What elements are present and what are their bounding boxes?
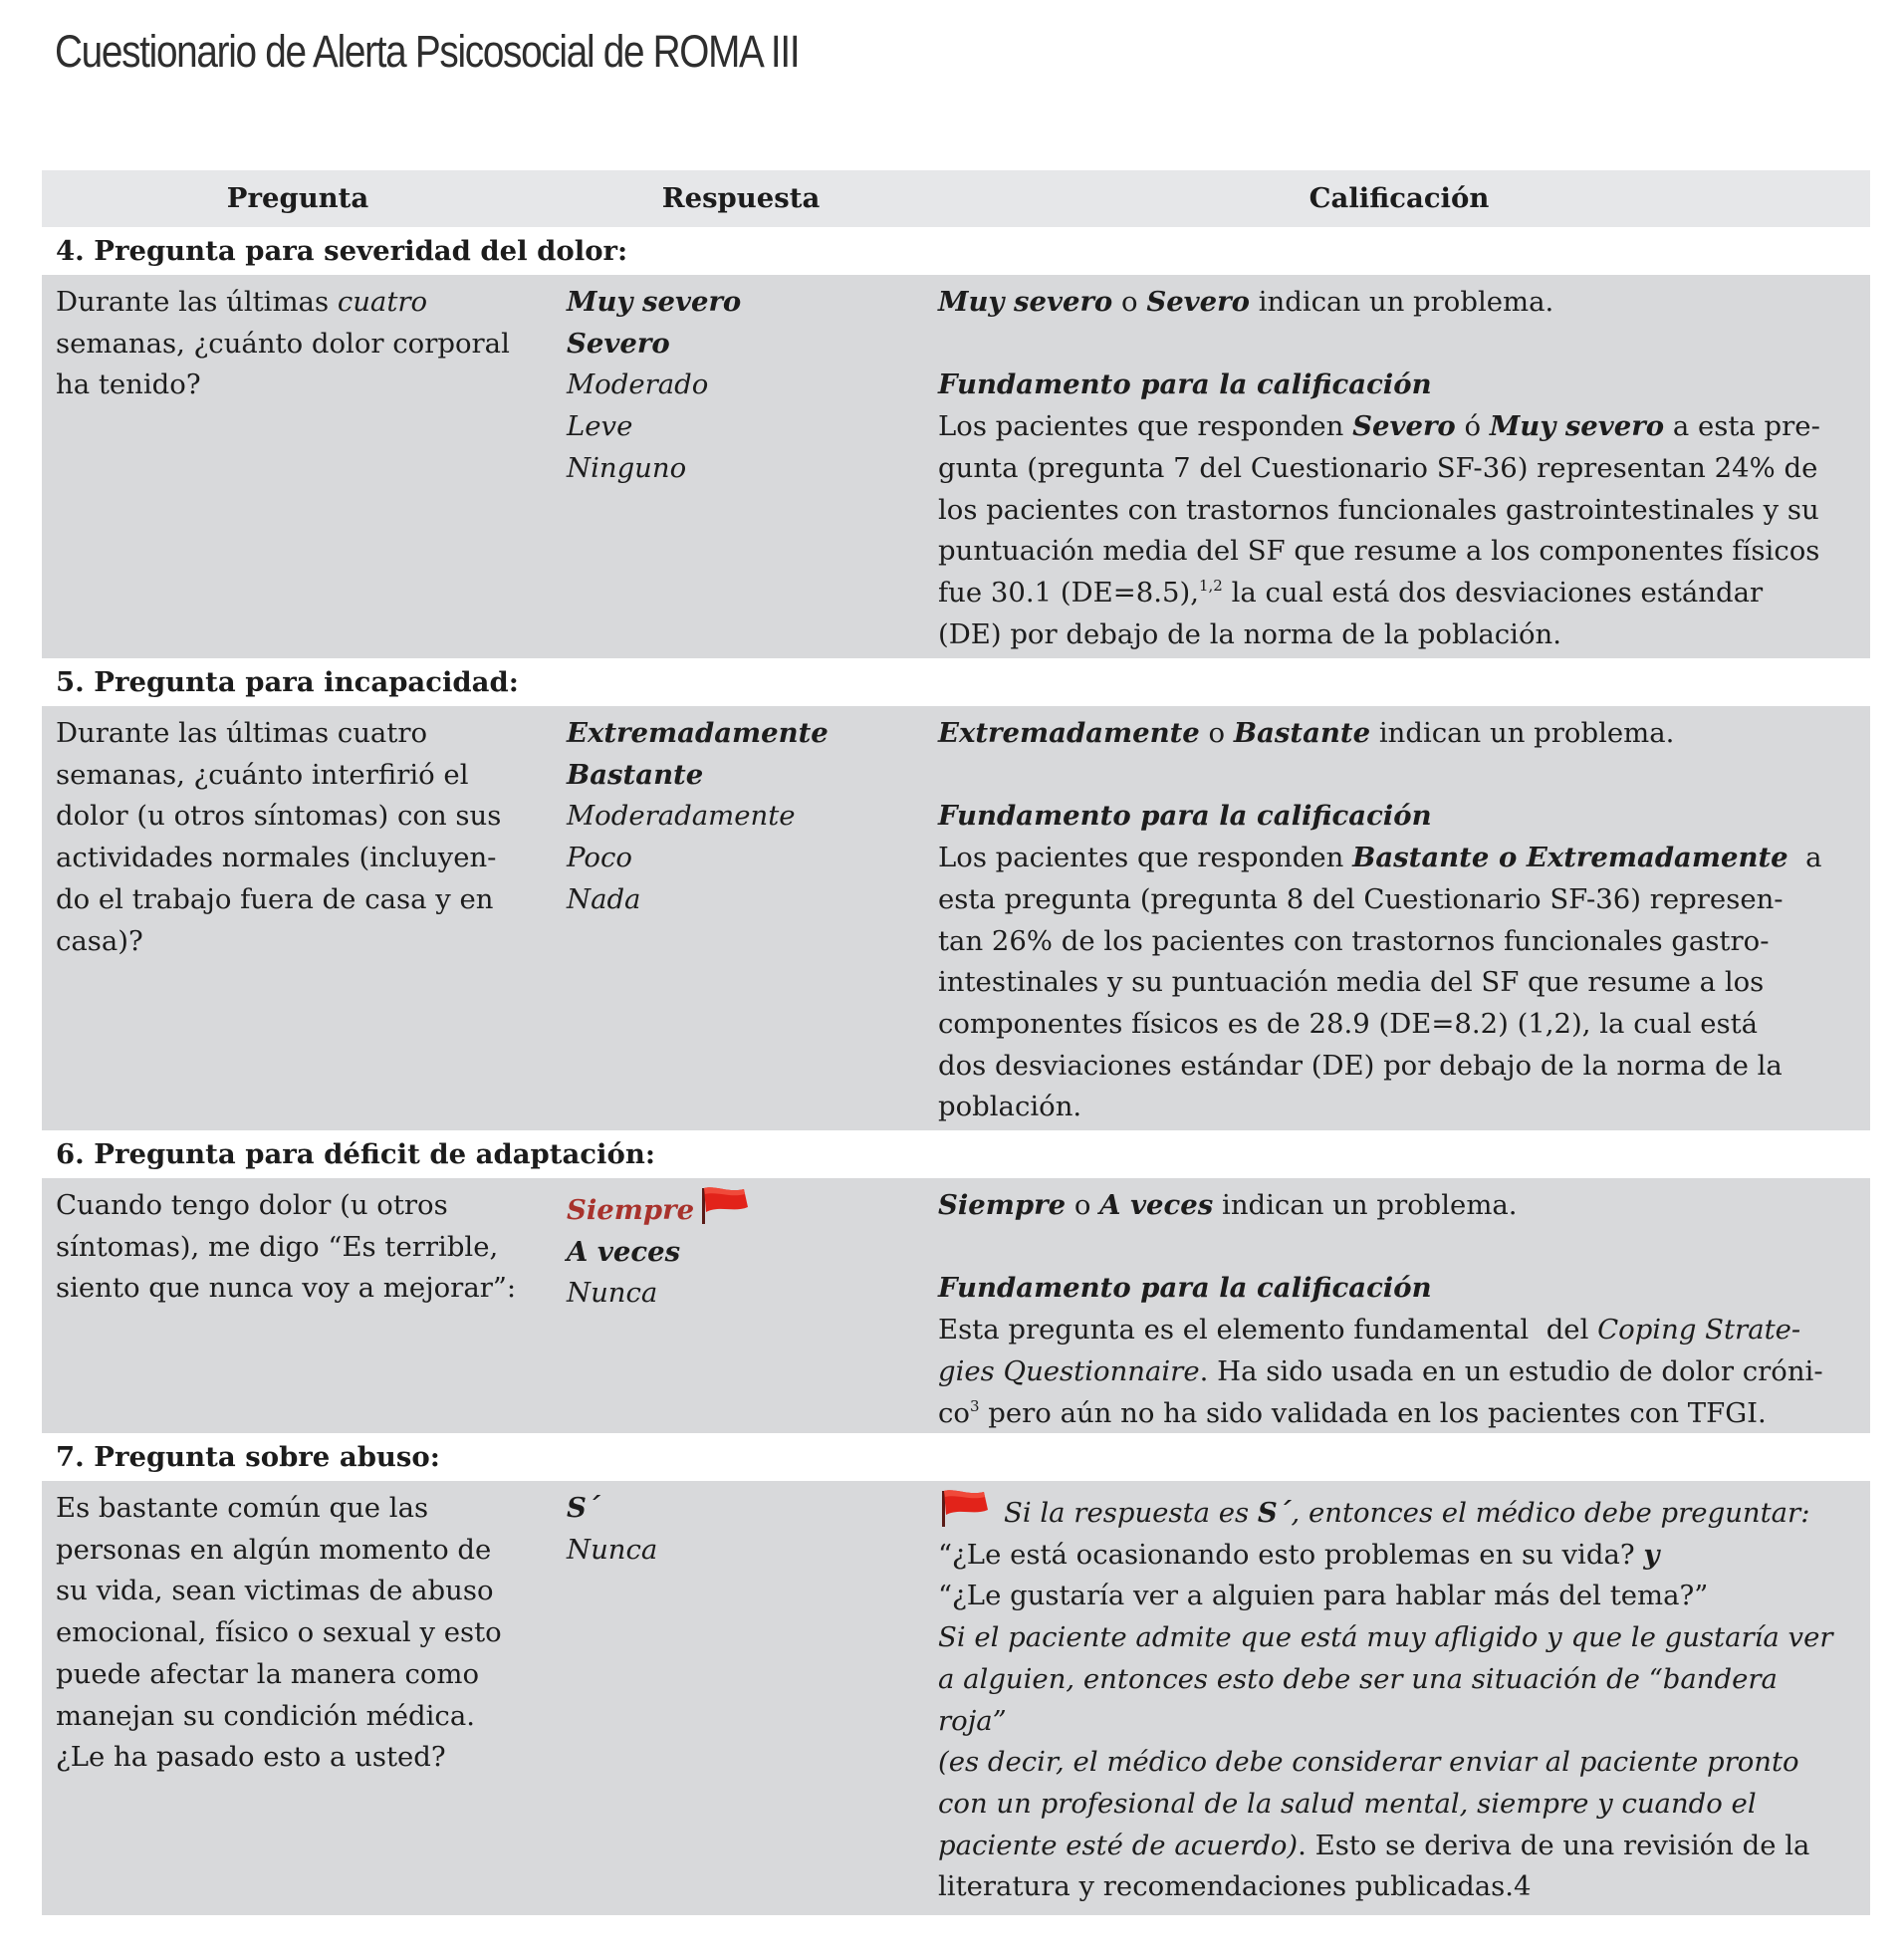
section-6-answers [554, 1185, 928, 1433]
question-text: casa)? [56, 924, 143, 957]
answer-option: Moderado [567, 368, 709, 401]
scoring-rationale: a alguien, entonces esto debe ser una situación de “bandera [938, 1662, 1778, 1695]
section-4-scoring [928, 282, 1870, 658]
scoring-rationale: Los pacientes que responden Severo ó Muy severo a esta pre- [938, 410, 1820, 443]
scoring-quote: “¿Le está ocasionando esto problemas en su vida? y [938, 1538, 1660, 1571]
question-text: semanas, ¿cuánto dolor corporal [56, 327, 510, 360]
scoring-rationale: $co^3$ pero aún no ha sido validada en los pacientes con TFGI. [938, 1396, 1767, 1429]
section-4-question [42, 282, 554, 658]
section-7-row [42, 1481, 1870, 1915]
red-flag-icon [938, 1488, 992, 1528]
scoring-rationale: tan 26% de los pacientes con trastornos funcionales gastro- [938, 924, 1770, 957]
scoring-rationale: Los pacientes que responden Bastante o Extremadamente a [938, 842, 1822, 874]
question-text: Cuando tengo dolor (u otros [56, 1189, 448, 1221]
scoring-heading: Fundamento para la calificación [938, 368, 1432, 401]
scoring-rationale: Esta pregunta es el elemento fundamental del Coping Strate- [938, 1314, 1801, 1346]
footnote-ref: 3 [969, 1396, 980, 1415]
scoring-rationale: fue 30.1 (DE=8.5),$^{1,2}$ la cual está dos desviaciones estándar [938, 576, 1764, 609]
question-text: dolor (u otros síntomas) con sus [56, 800, 502, 833]
answer-option: Severo [567, 327, 670, 360]
question-text: síntomas), me digo “Es terrible, [56, 1230, 499, 1263]
scoring-instruction: Si la respuesta es S´, entonces el médico debe preguntar: [938, 1488, 1856, 1535]
scoring-rationale: (es decir, el médico debe considerar enviar al paciente pronto [938, 1746, 1799, 1779]
section-7-question [42, 1488, 554, 1915]
footnote-ref: 1,2 [1198, 576, 1223, 595]
red-flag-icon [698, 1185, 752, 1225]
scoring-rationale: paciente esté de acuerdo). Esto se deriva de una revisión de la [938, 1829, 1810, 1861]
answer-option: Moderadamente [567, 800, 796, 833]
section-5-answers [554, 713, 928, 1130]
question-text: siento que nunca voy a mejorar”: [56, 1272, 517, 1305]
answer-option: A veces [567, 1235, 681, 1268]
scoring-heading: Fundamento para la calificación [938, 1272, 1432, 1305]
header-calificacion: Calificación [1309, 181, 1490, 214]
section-7-scoring [928, 1488, 1870, 1915]
question-text: Es bastante común que las [56, 1492, 429, 1524]
answer-option: Nunca [567, 1277, 658, 1310]
section-7-answers [554, 1488, 928, 1915]
scoring-rationale: gunta (pregunta 7 del Cuestionario SF-36) representan 24% de [938, 451, 1818, 484]
scoring-rationale: los pacientes con trastornos funcionales gastrointestinales y su [938, 493, 1819, 526]
answer-option: Muy severo [567, 286, 742, 318]
question-text: Durante las últimas cuatro [56, 717, 428, 749]
section-6-scoring [928, 1185, 1870, 1433]
answer-option: Bastante [567, 758, 704, 791]
scoring-rationale: literatura y recomendaciones publicadas.4 [938, 1870, 1532, 1903]
page-title: Cuestionario de Alerta Psicosocial de ROMA III [55, 26, 800, 77]
question-text: do el trabajo fuera de casa y en [56, 882, 494, 915]
section-5-title: 5. Pregunta para incapacidad: [56, 666, 519, 698]
answer-option: S´ [567, 1492, 600, 1524]
scoring-rationale: intestinales y su puntuación media del SF que resume a los [938, 966, 1765, 999]
scoring-problem-line: Extremadamente o Bastante indican un problema. [938, 717, 1675, 749]
question-text: su vida, sean victimas de abuso [56, 1575, 494, 1607]
section-5-question [42, 713, 554, 1130]
scoring-rationale: puntuación media del SF que resume a los componentes físicos [938, 535, 1820, 568]
scoring-rationale: esta pregunta (pregunta 8 del Cuestionario SF-36) represen- [938, 882, 1784, 915]
question-text: personas en algún momento de [56, 1533, 492, 1566]
section-4-row [42, 275, 1870, 658]
section-5-scoring [928, 713, 1870, 1130]
section-4-title: 4. Pregunta para severidad del dolor: [56, 235, 628, 267]
scoring-rationale: con un profesional de la salud mental, siempre y cuando el [938, 1787, 1757, 1820]
question-text: puede afectar la manera como [56, 1657, 480, 1690]
question-text: actividades normales (incluyen- [56, 842, 497, 874]
scoring-rationale: población. [938, 1091, 1082, 1123]
section-4-answers [554, 282, 928, 658]
questionnaire-table [42, 170, 1870, 1915]
answer-option: Nada [567, 882, 641, 915]
scoring-rationale: componentes físicos es de 28.9 (DE=8.2) (1,2), la cual está [938, 1007, 1759, 1040]
scoring-rationale: Si el paciente admite que está muy afligido y que le gustaría ver [938, 1621, 1833, 1654]
answer-option: Poco [567, 842, 632, 874]
question-text: Durante las últimas [56, 286, 338, 318]
section-6-title: 6. Pregunta para déficit de adaptación: [56, 1138, 655, 1170]
answer-option: Nunca [567, 1533, 658, 1566]
question-text: manejan su condición médica. [56, 1699, 475, 1732]
answer-option: Leve [567, 410, 633, 443]
scoring-rationale: (DE) por debajo de la norma de la población. [938, 617, 1561, 650]
section-6-question [42, 1185, 554, 1433]
header-respuesta: Respuesta [661, 181, 821, 214]
question-text: cuatro [337, 286, 428, 318]
section-5-row [42, 706, 1870, 1130]
question-text: ha tenido? [56, 368, 201, 401]
answer-option: Ninguno [567, 451, 687, 484]
scoring-rationale: gies Questionnaire. Ha sido usada en un estudio de dolor cróni- [938, 1354, 1823, 1387]
scoring-problem-line: Siempre o A veces indican un problema. [938, 1189, 1518, 1221]
answer-option: Extremadamente [567, 717, 829, 749]
scoring-heading: Fundamento para la calificación [938, 800, 1432, 833]
answer-option: Siempre [567, 1194, 695, 1226]
question-text: emocional, físico o sexual y esto [56, 1616, 502, 1649]
scoring-rationale: dos desviaciones estándar (DE) por debajo de la norma de la [938, 1049, 1783, 1082]
table-header [42, 170, 1870, 227]
question-text: semanas, ¿cuánto interfirió el [56, 758, 469, 791]
scoring-quote: “¿Le gustaría ver a alguien para hablar más del tema?” [938, 1580, 1709, 1612]
section-7-title: 7. Pregunta sobre abuso: [56, 1441, 440, 1473]
question-text: ¿Le ha pasado esto a usted? [56, 1741, 446, 1774]
scoring-rationale: roja” [938, 1704, 1007, 1737]
scoring-problem-line: Muy severo o Severo indican un problema. [938, 286, 1554, 318]
header-pregunta: Pregunta [226, 181, 369, 214]
section-6-row [42, 1178, 1870, 1433]
